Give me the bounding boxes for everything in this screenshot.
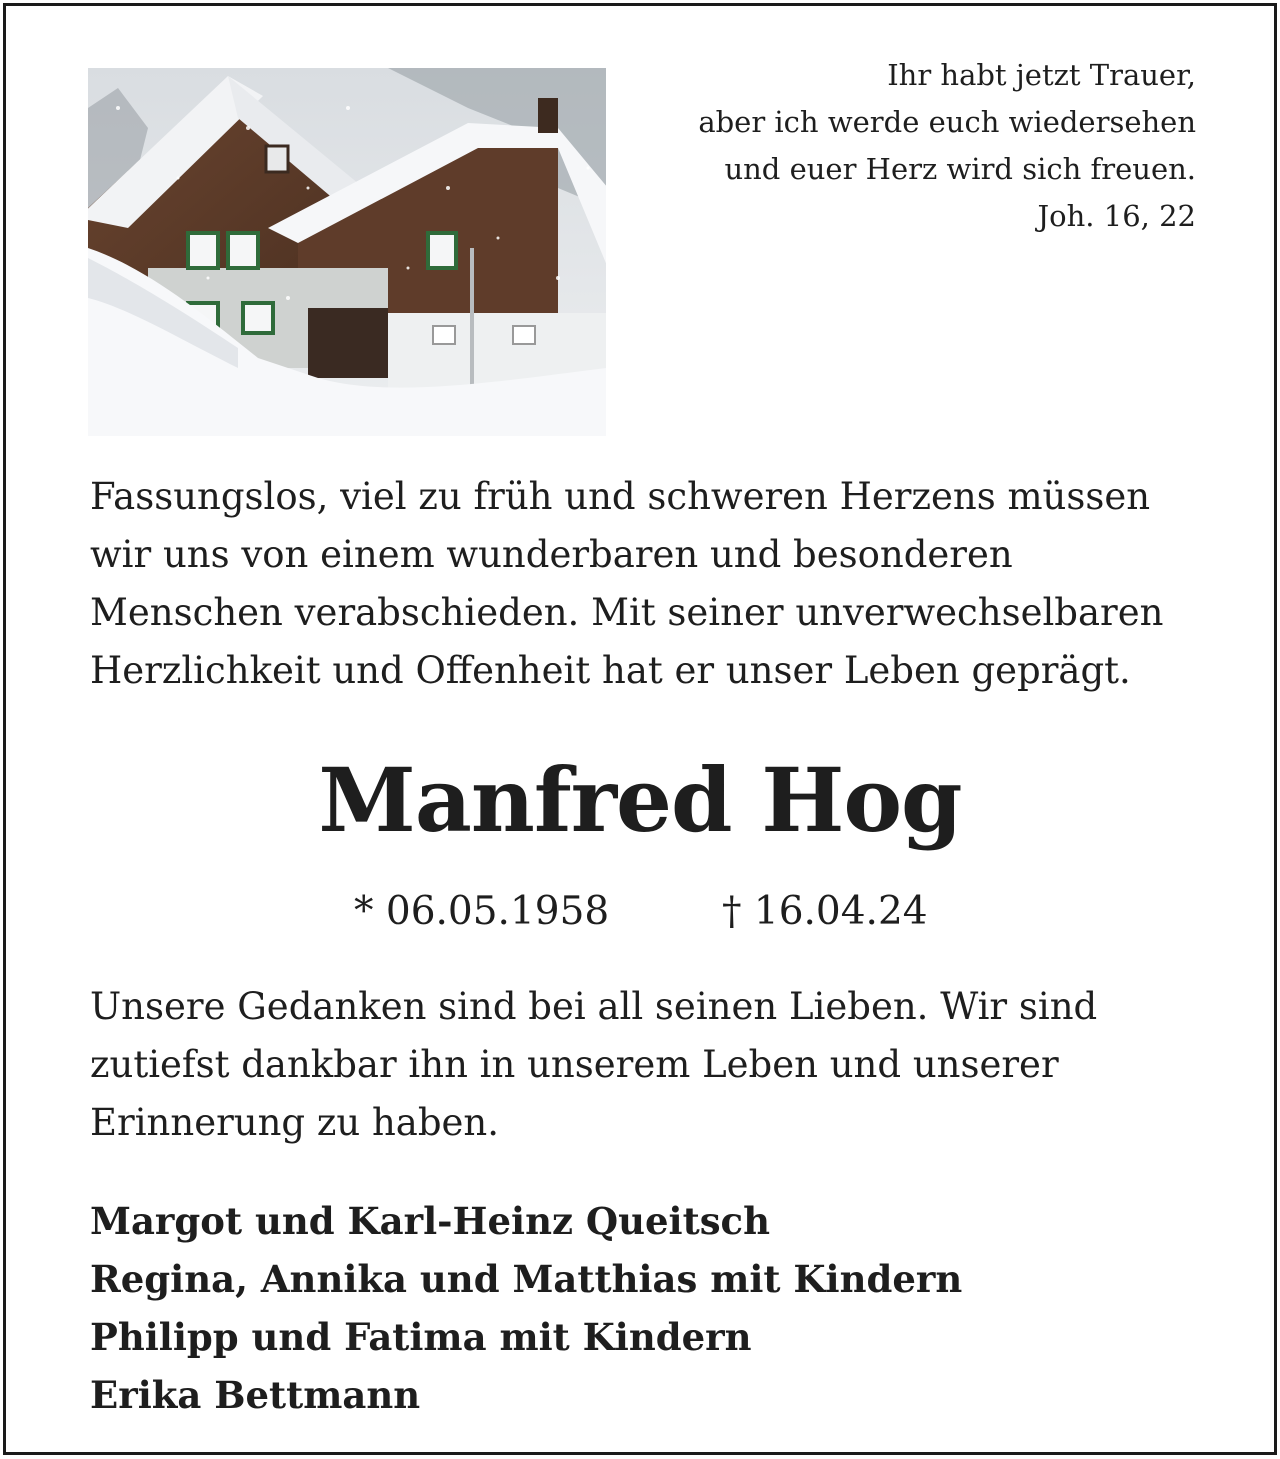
death-date: † 16.04.24 — [722, 889, 928, 934]
verse-line: Ihr habt jetzt Trauer, — [887, 58, 1196, 92]
verse-reference: Joh. 16, 22 — [1037, 199, 1196, 233]
signer: Erika Bettmann — [90, 1373, 421, 1417]
deceased-name: Manfred Hog — [318, 748, 962, 852]
verse-line: und euer Herz wird sich freuen. — [724, 152, 1196, 186]
intro-paragraph — [90, 468, 1163, 700]
signer: Regina, Annika und Matthias mit Kindern — [90, 1257, 963, 1301]
intro-line: Menschen verabschieden. Mit seiner unverwechselbaren — [90, 591, 1164, 634]
house-photo — [88, 68, 606, 436]
bible-verse — [698, 52, 1196, 240]
closing-line: Unsere Gedanken sind bei all seinen Lieben. Wir sind — [90, 985, 1098, 1028]
closing-line: Erinnerung zu haben. — [90, 1101, 500, 1144]
intro-line: wir uns von einem wunderbaren und besonderen — [90, 533, 1013, 576]
signer: Margot und Karl-Heinz Queitsch — [90, 1199, 770, 1243]
closing-line: zutiefst dankbar ihn in unserem Leben und unserer — [90, 1043, 1059, 1086]
intro-line: Herzlichkeit und Offenheit hat er unser Leben geprägt. — [90, 649, 1131, 692]
signers-list — [90, 1192, 962, 1424]
intro-line: Fassungslos, viel zu früh und schweren Herzens müssen — [90, 475, 1151, 518]
verse-line: aber ich werde euch wiedersehen — [698, 105, 1196, 139]
signer: Philipp und Fatima mit Kindern — [90, 1315, 752, 1359]
closing-paragraph — [90, 978, 1097, 1152]
birth-date: * 06.05.1958 — [354, 889, 610, 934]
